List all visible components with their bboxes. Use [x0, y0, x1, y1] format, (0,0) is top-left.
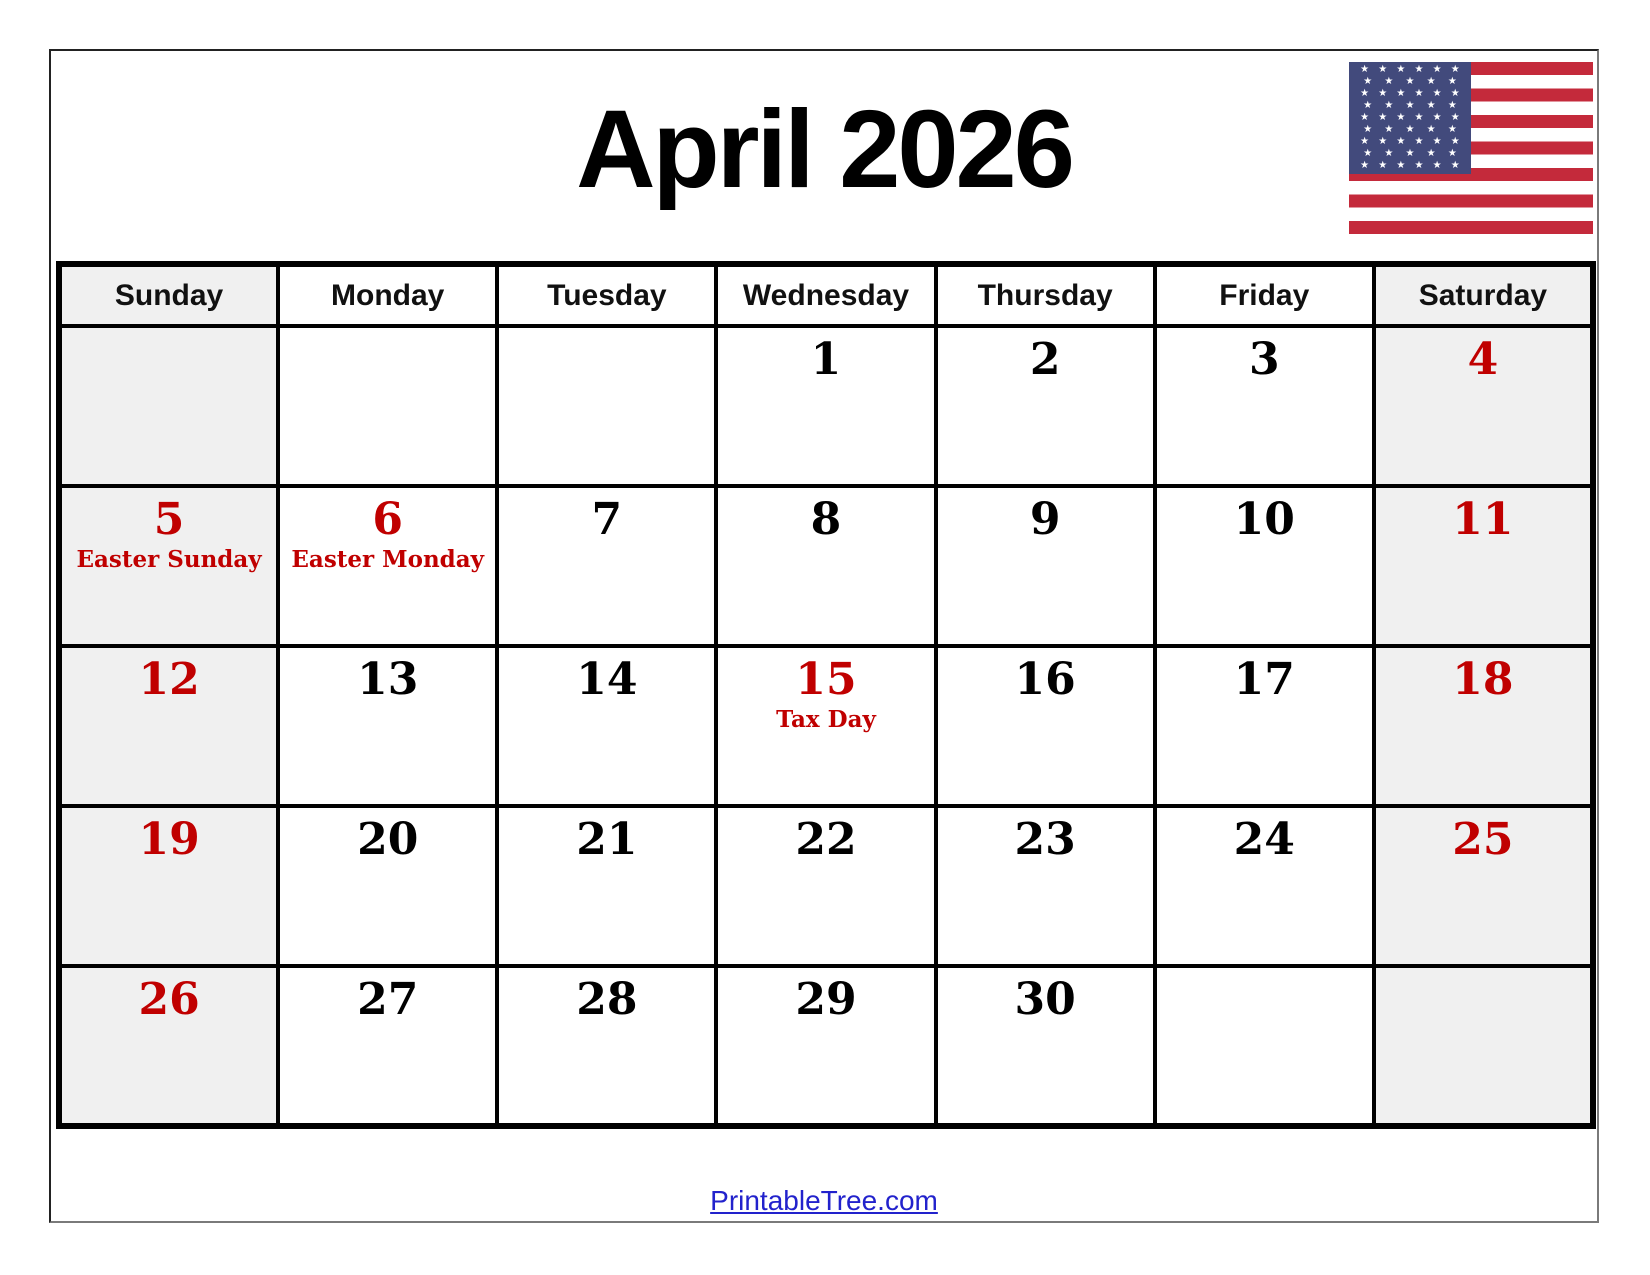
- date-number: 26: [138, 974, 200, 1025]
- date-number: 15: [795, 654, 857, 705]
- flag-star-row: ★ ★ ★ ★ ★ ★: [1360, 160, 1460, 171]
- date-number: 2: [1029, 334, 1061, 385]
- date-number: 9: [1029, 494, 1061, 545]
- day-cell-empty: [497, 326, 716, 486]
- date-number: 7: [591, 494, 623, 545]
- day-cell-6: [278, 486, 497, 646]
- day-cell-1: [716, 326, 935, 486]
- day-cell-9: [936, 486, 1155, 646]
- flag-canton: [1349, 62, 1471, 174]
- date-number: 6: [372, 494, 404, 545]
- week-row: [59, 806, 1593, 966]
- day-cell-empty: [59, 326, 278, 486]
- flag-star-row: ★ ★ ★ ★ ★: [1363, 100, 1457, 111]
- week-row: [59, 486, 1593, 646]
- day-cell-29: [716, 966, 935, 1126]
- date-number: 23: [1014, 814, 1076, 865]
- week-row: [59, 646, 1593, 806]
- date-number: 3: [1248, 334, 1280, 385]
- day-cell-28: [497, 966, 716, 1126]
- flag-star-row: ★ ★ ★ ★ ★: [1363, 124, 1457, 135]
- holiday-label: Tax Day: [776, 705, 876, 733]
- day-cell-5: [59, 486, 278, 646]
- date-number: 16: [1014, 654, 1076, 705]
- day-cell-27: [278, 966, 497, 1126]
- weekday-header-thursday: Thursday: [936, 264, 1155, 326]
- us-flag-icon: [1349, 62, 1593, 234]
- flag-star-row: ★ ★ ★ ★ ★: [1363, 148, 1457, 159]
- flag-star-row: ★ ★ ★ ★ ★ ★: [1360, 88, 1460, 99]
- week-row: [59, 966, 1593, 1126]
- weekday-header-row: [59, 264, 1593, 326]
- calendar-page: [49, 49, 1599, 1223]
- day-cell-empty: [1155, 966, 1374, 1126]
- date-number: 13: [357, 654, 419, 705]
- day-cell-7: [497, 486, 716, 646]
- day-cell-15: [716, 646, 935, 806]
- holiday-label: Easter Sunday: [76, 545, 262, 573]
- printabletree-link[interactable]: PrintableTree.com: [710, 1185, 938, 1216]
- day-cell-11: [1374, 486, 1593, 646]
- date-number: 20: [357, 814, 419, 865]
- week-row: [59, 326, 1593, 486]
- date-number: 14: [576, 654, 638, 705]
- date-number: 5: [153, 494, 185, 545]
- day-cell-14: [497, 646, 716, 806]
- date-number: 11: [1452, 494, 1514, 545]
- day-cell-2: [936, 326, 1155, 486]
- day-cell-30: [936, 966, 1155, 1126]
- day-cell-22: [716, 806, 935, 966]
- flag-star-row: ★ ★ ★ ★ ★: [1363, 76, 1457, 87]
- date-number: 25: [1452, 814, 1514, 865]
- day-cell-21: [497, 806, 716, 966]
- date-number: 30: [1014, 974, 1076, 1025]
- day-cell-24: [1155, 806, 1374, 966]
- date-number: 1: [810, 334, 842, 385]
- day-cell-23: [936, 806, 1155, 966]
- weekday-header-wednesday: Wednesday: [716, 264, 935, 326]
- weekday-header-sunday: Sunday: [59, 264, 278, 326]
- day-cell-13: [278, 646, 497, 806]
- flag-star-row: ★ ★ ★ ★ ★ ★: [1360, 112, 1460, 123]
- day-cell-18: [1374, 646, 1593, 806]
- page-title: April 2026: [576, 88, 1072, 211]
- date-number: 12: [138, 654, 200, 705]
- day-cell-10: [1155, 486, 1374, 646]
- date-number: 4: [1467, 334, 1499, 385]
- date-number: 17: [1233, 654, 1295, 705]
- day-cell-20: [278, 806, 497, 966]
- day-cell-4: [1374, 326, 1593, 486]
- day-cell-empty: [1374, 966, 1593, 1126]
- weekday-header-saturday: Saturday: [1374, 264, 1593, 326]
- flag-star-row: ★ ★ ★ ★ ★ ★: [1360, 136, 1460, 147]
- day-cell-17: [1155, 646, 1374, 806]
- date-number: 10: [1233, 494, 1295, 545]
- day-cell-16: [936, 646, 1155, 806]
- day-cell-empty: [278, 326, 497, 486]
- day-cell-3: [1155, 326, 1374, 486]
- date-number: 18: [1452, 654, 1514, 705]
- flag-star-row: ★ ★ ★ ★ ★ ★: [1360, 64, 1460, 75]
- date-number: 29: [795, 974, 857, 1025]
- holiday-label: Easter Monday: [291, 545, 485, 573]
- footer: [51, 1185, 1597, 1217]
- weekday-header-friday: Friday: [1155, 264, 1374, 326]
- day-cell-19: [59, 806, 278, 966]
- date-number: 24: [1233, 814, 1295, 865]
- day-cell-8: [716, 486, 935, 646]
- date-number: 28: [576, 974, 638, 1025]
- date-number: 22: [795, 814, 857, 865]
- day-cell-25: [1374, 806, 1593, 966]
- weekday-header-monday: Monday: [278, 264, 497, 326]
- date-number: 8: [810, 494, 842, 545]
- date-number: 21: [576, 814, 638, 865]
- day-cell-26: [59, 966, 278, 1126]
- weekday-header-tuesday: Tuesday: [497, 264, 716, 326]
- day-cell-12: [59, 646, 278, 806]
- date-number: 27: [357, 974, 419, 1025]
- calendar-grid: [56, 261, 1596, 1129]
- date-number: 19: [138, 814, 200, 865]
